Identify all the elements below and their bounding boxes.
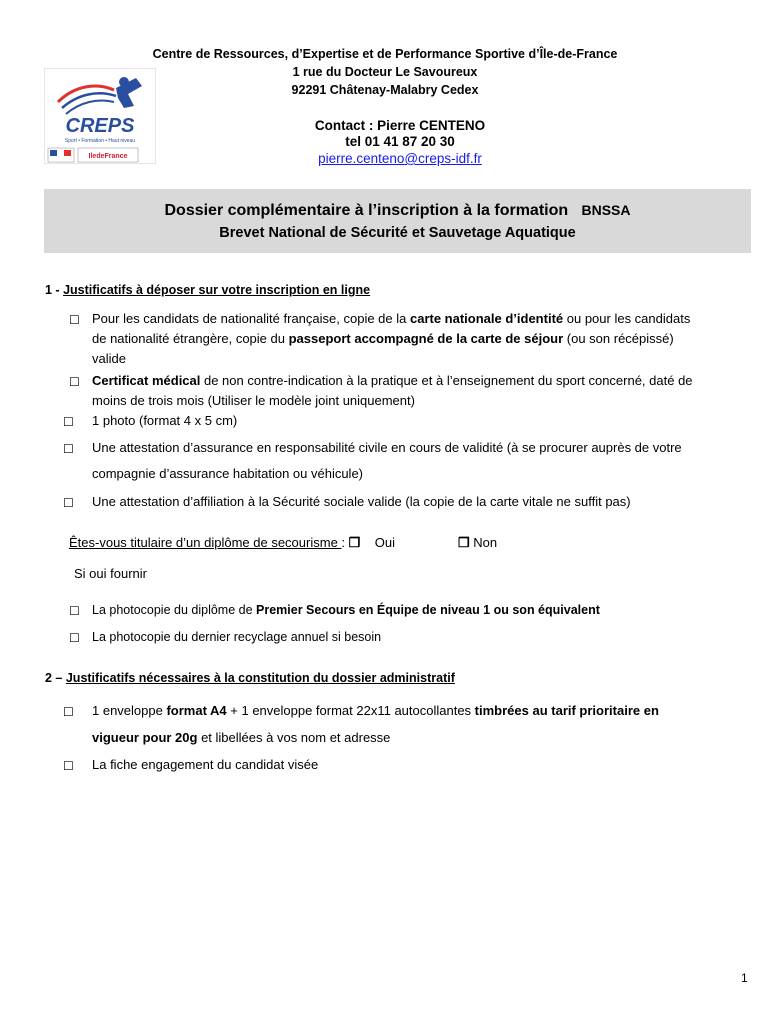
banner-code: BNSSA [581,202,631,218]
checkbox-medical-certificate[interactable]: ☐ [69,375,80,389]
checkbox-social-security[interactable]: ☐ [63,496,74,510]
section2-number: 2 – [45,671,66,685]
checkbox-envelopes[interactable]: ☐ [63,705,74,719]
page-number: 1 [741,971,748,985]
section1-title: Justificatifs à déposer sur votre inscription en ligne [63,283,371,297]
title-banner [44,189,751,253]
list-item-envelopes-line2: vigueur pour 20g et libellées à vos nom et adresse [92,730,391,745]
creps-logo [44,68,156,164]
list-item-id-card-line2: de nationalité étrangère, copie du passeport accompagné de la carte de séjour (ou son récépissé) [92,331,674,346]
checkbox-id-card[interactable]: ☐ [69,313,80,327]
list-item-insurance: Une attestation d’assurance en responsabilité civile en cours de validité (à se procurer auprès de votre [92,440,682,455]
if-yes-provide: Si oui fournir [74,566,147,581]
first-aid-question-text: Êtes-vous titulaire d’un diplôme de secourisme [69,535,342,550]
checkbox-non[interactable]: ❒ [458,535,470,550]
contact-email-link[interactable]: pierre.centeno@creps-idf.fr [318,151,482,166]
first-aid-non-option [458,533,497,553]
section1-number: 1 - [45,283,64,297]
checkbox-insurance[interactable]: ☐ [63,442,74,456]
contact-phone: tel 01 41 87 20 30 [345,134,455,149]
svg-text:Sport • Formation • Haut nivea: Sport • Formation • Haut niveau [64,138,136,144]
first-aid-question: Êtes-vous titulaire d’un diplôme de secourisme : ❒ Oui [69,535,395,550]
list-item-engagement-form: La fiche engagement du candidat visée [92,757,319,772]
list-item-id-card-line3: valide [92,351,126,366]
label-oui: Oui [374,535,395,550]
list-item-id-card: Pour les candidats de nationalité française, copie de la carte nationale d’identité ou pour les candidats [92,311,691,326]
svg-text:CREPS: CREPS [65,115,135,137]
banner-title [44,202,751,220]
checkbox-oui[interactable]: ❒ [348,535,361,550]
checkbox-engagement-form[interactable]: ☐ [63,759,74,773]
label-non: Non [473,535,498,550]
list-item-envelopes: 1 enveloppe format A4 + 1 enveloppe format 22x11 autocollantes timbrées au tarif prioritaire en [92,703,659,718]
contact-name: Contact : Pierre CENTENO [314,118,486,133]
list-item-medical-certificate: Certificat médical de non contre-indication à la pratique et à l’enseignement du sport concerné, daté de [92,373,693,388]
list-item-annual-recycling: La photocopie du dernier recyclage annuel si besoin [92,630,382,644]
section1-heading [45,283,370,297]
section2-title: Justificatifs nécessaires à la constitution du dossier administratif [65,671,455,685]
header-address-city: 92291 Châtenay-Malabry Cedex [291,83,479,97]
list-item-social-security: Une attestation d’affiliation à la Sécurité sociale valide (la copie de la carte vitale ne suffit pas) [92,494,631,509]
checkbox-annual-recycling[interactable]: ☐ [69,631,80,645]
header-org-name: Centre de Ressources, d’Expertise et de Performance Sportive d’Île-de-France [152,47,618,61]
header-address-street: 1 rue du Docteur Le Savoureux [292,65,478,79]
checkbox-photo[interactable]: ☐ [63,415,74,429]
section2-heading [45,671,455,685]
list-item-medical-certificate-line2: moins de trois mois (Utiliser le modèle joint uniquement) [92,393,415,408]
list-item-photo: 1 photo (format 4 x 5 cm) [92,413,238,428]
banner-title-text: Dossier complémentaire à l’inscription à la formation [164,202,569,219]
banner-subtitle: Brevet National de Sécurité et Sauvetage Aquatique [219,225,576,241]
list-item-insurance-line2: compagnie d’assurance habitation ou véhicule) [92,466,364,481]
svg-text:IledeFrance: IledeFrance [88,153,128,160]
checkbox-pse1-diploma[interactable]: ☐ [69,604,80,618]
list-item-pse1-diploma: La photocopie du diplôme de Premier Secours en Équipe de niveau 1 ou son équivalent [92,603,600,617]
